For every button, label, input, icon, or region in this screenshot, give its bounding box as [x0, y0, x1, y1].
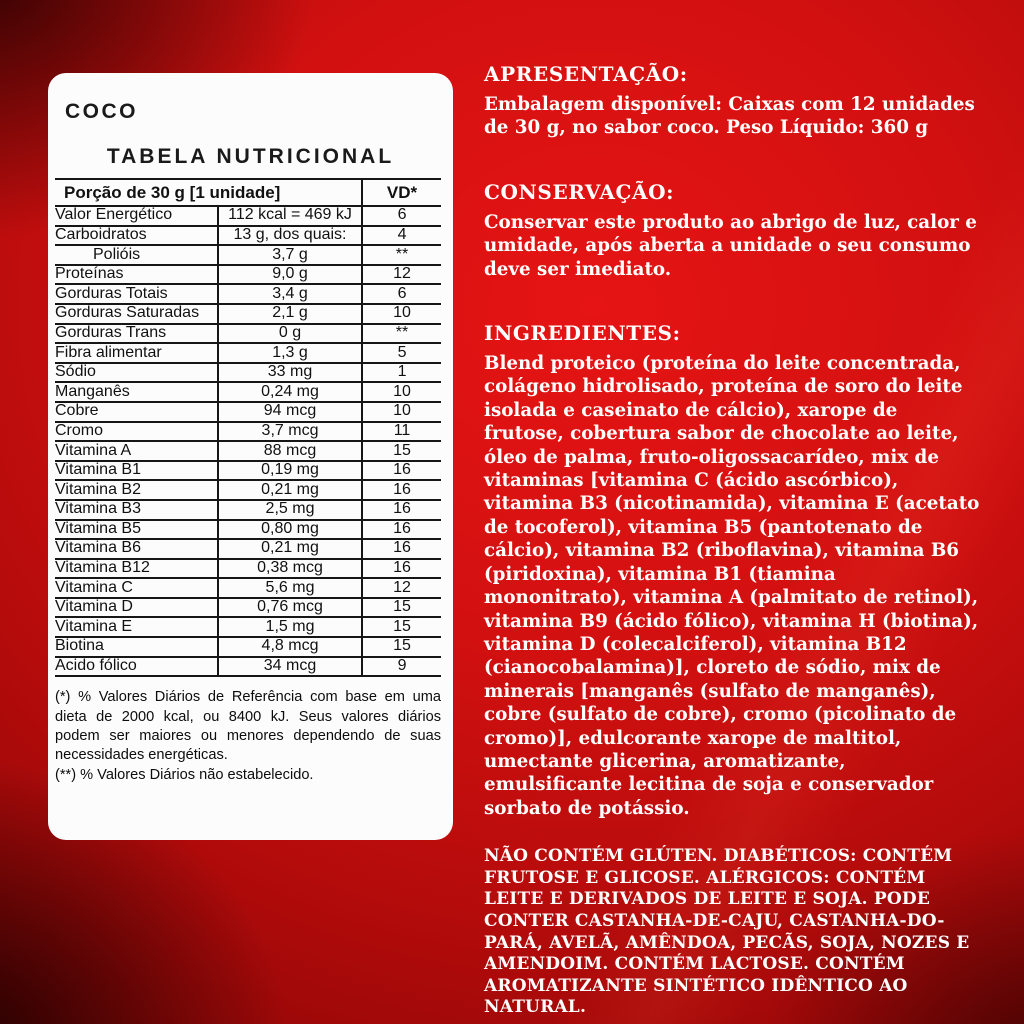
apresentacao-heading: APRESENTAÇÃO: — [484, 62, 688, 86]
table-row — [55, 226, 441, 246]
nutrient-vd-percent: 6 — [362, 206, 441, 226]
nutrient-vd-percent: 11 — [362, 422, 441, 442]
nutrient-vd-percent: 5 — [362, 343, 441, 363]
nutrient-vd-percent: 4 — [362, 226, 441, 246]
flavor-title: COCO — [65, 100, 138, 123]
nutrient-label: Cobre — [55, 402, 218, 422]
nutrient-value: 1,5 mg — [218, 617, 362, 637]
nutrient-value: 88 mcg — [218, 441, 362, 461]
nutrition-table-title: TABELA NUTRICIONAL — [106, 145, 395, 168]
nutrient-vd-percent: 10 — [362, 402, 441, 422]
nutrient-value: 94 mcg — [218, 402, 362, 422]
nutrient-value: 112 kcal = 469 kJ — [218, 206, 362, 226]
nutrient-label: Biotina — [55, 637, 218, 657]
nutrient-value: 0,76 mcg — [218, 598, 362, 618]
nutrient-label: Fibra alimentar — [55, 343, 218, 363]
nutrient-vd-percent: 16 — [362, 500, 441, 520]
table-row — [55, 637, 441, 657]
nutrient-value: 0,38 mcg — [218, 559, 362, 579]
nutrient-value: 13 g, dos quais: — [218, 226, 362, 246]
nutrient-vd-percent: 12 — [362, 578, 441, 598]
nutrient-value: 9,0 g — [218, 265, 362, 285]
nutrient-label: Proteínas — [55, 265, 218, 285]
nutrient-vd-percent: 15 — [362, 617, 441, 637]
nutrient-value: 0,19 mg — [218, 461, 362, 481]
nutrient-value: 2,1 g — [218, 304, 362, 324]
table-row — [55, 422, 441, 442]
nutrient-vd-percent: 15 — [362, 598, 441, 618]
nutrient-vd-percent: 16 — [362, 520, 441, 540]
nutrient-value: 0,21 mg — [218, 480, 362, 500]
table-row — [55, 617, 441, 637]
nutrient-vd-percent: 10 — [362, 382, 441, 402]
nutrient-value: 2,5 mg — [218, 500, 362, 520]
nutrient-value: 0,24 mg — [218, 382, 362, 402]
nutrient-label: Vitamina D — [55, 598, 218, 618]
footnote-line-2: (**) % Valores Diários não estabelecido. — [55, 766, 314, 783]
nutrient-value: 3,7 g — [218, 245, 362, 265]
section-ingredientes — [484, 321, 982, 820]
nutrient-label: Ácido fólico — [55, 657, 218, 677]
nutrient-vd-percent: 16 — [362, 461, 441, 481]
table-row — [55, 578, 441, 598]
table-row — [55, 598, 441, 618]
nutrition-table-body — [55, 179, 441, 676]
nutrient-label: Carboidratos — [55, 226, 218, 246]
table-row — [55, 265, 441, 285]
table-row — [55, 284, 441, 304]
nutrient-label: Vitamina B5 — [55, 520, 218, 540]
section-conservacao — [484, 180, 982, 281]
nutrient-label: Cromo — [55, 422, 218, 442]
table-row — [55, 304, 441, 324]
info-column — [484, 62, 982, 1019]
nutrient-vd-percent: 6 — [362, 284, 441, 304]
nutrient-value: 0 g — [218, 324, 362, 344]
table-row — [55, 657, 441, 677]
table-row — [55, 382, 441, 402]
conservacao-body: Conservar este produto ao abrigo de luz, calor e umidade, após aberta a unidade o seu consumo deve ser imediato. — [484, 211, 977, 280]
table-row — [55, 500, 441, 520]
nutrient-label: Vitamina B3 — [55, 500, 218, 520]
nutrient-vd-percent: 12 — [362, 265, 441, 285]
table-row — [55, 480, 441, 500]
table-row — [55, 363, 441, 383]
ingredientes-body: Blend proteico (proteína do leite concentrada, colágeno hidrolisado, proteína de soro do leite isolada e caseinato de cálcio), xarope de frutose, cobertura sabor de chocolate ao leite, óleo de palma, fruto-oligossacarídeo, mix de vitaminas [vitamina C (ácido ascórbico), vitamina B3 (nicotinamida), vitamina E (acetato de tocoferol), vitamina B5 (pantotenato de cálcio), vitamina B2 (riboflavina), vitamina B6 (piridoxina), vitamina B1 (tiamina mononitrato), vitamina A (palmitato de retinol), vitamina B9 (ácido fólico), vitamina H (biotina), vitamina D (colecalciferol), vitamina B12 (cianocobalamina)], cloreto de sódio, mix de minerais [manganês (sulfato de manganês), cobre (sulfato de cobre), cromo (picolinato de cromo)], edulcorante xarope de maltitol, umectante glicerina, aromatizante, emulsificante lecitina de soja e conservador sorbato de potássio. — [484, 353, 980, 819]
nutrient-vd-percent: 1 — [362, 363, 441, 383]
nutrient-label: Polióis — [55, 245, 218, 265]
apresentacao-body: Embalagem disponível: Caixas com 12 unidades de 30 g, no sabor coco. Peso Líquido: 360 g — [484, 94, 975, 139]
nutrient-label: Vitamina B6 — [55, 539, 218, 559]
vd-header: VD* — [362, 179, 441, 206]
nutrient-label: Vitamina C — [55, 578, 218, 598]
nutrition-table — [55, 178, 441, 677]
nutrient-value: 3,7 mcg — [218, 422, 362, 442]
nutrient-label: Vitamina B2 — [55, 480, 218, 500]
nutrient-label: Sódio — [55, 363, 218, 383]
nutrient-vd-percent: 15 — [362, 637, 441, 657]
conservacao-heading: CONSERVAÇÃO: — [484, 179, 675, 204]
table-row — [55, 539, 441, 559]
nutrient-label: Gorduras Saturadas — [55, 304, 218, 324]
allergen-notice: NÃO CONTÉM GLÚTEN. DIABÉTICOS: CONTÉM FRUTOSE E GLICOSE. ALÉRGICOS: CONTÉM LEITE E DERIVADOS DE LEITE E SOJA. PODE CONTER CASTANHA-DE-CAJU, CASTANHA-DO-PARÁ, AVELÃ, AMÊNDOA, PECÃS, SOJA, NOZES E AMENDOIM. CONTÉM LACTOSE. CONTÉM AROMATIZANTE SINTÉTICO IDÊNTICO AO NATURAL. — [484, 846, 970, 1018]
nutrient-value: 0,80 mg — [218, 520, 362, 540]
nutrient-label: Valor Energético — [55, 206, 218, 226]
table-row — [55, 206, 441, 226]
nutrient-vd-percent: 16 — [362, 559, 441, 579]
table-row — [55, 324, 441, 344]
table-row — [55, 245, 441, 265]
nutrient-value: 1,3 g — [218, 343, 362, 363]
nutrient-value: 0,21 mg — [218, 539, 362, 559]
nutrition-card — [48, 73, 453, 840]
table-row — [55, 343, 441, 363]
nutrient-vd-percent: 16 — [362, 539, 441, 559]
section-apresentacao — [484, 62, 982, 140]
table-row — [55, 559, 441, 579]
nutrient-vd-percent: 15 — [362, 441, 441, 461]
nutrient-label: Vitamina B12 — [55, 559, 218, 579]
daily-values-footnote — [55, 688, 441, 785]
nutrient-label: Gorduras Trans — [55, 324, 218, 344]
nutrient-label: Manganês — [55, 382, 218, 402]
nutrient-label: Vitamina A — [55, 441, 218, 461]
nutrient-vd-percent: ** — [362, 245, 441, 265]
nutrient-value: 4,8 mcg — [218, 637, 362, 657]
table-header-row — [55, 179, 441, 206]
nutrient-value: 33 mg — [218, 363, 362, 383]
ingredientes-heading: INGREDIENTES: — [484, 321, 681, 346]
nutrient-value: 3,4 g — [218, 284, 362, 304]
nutrient-label: Gorduras Totais — [55, 284, 218, 304]
nutrient-value: 34 mcg — [218, 657, 362, 677]
table-row — [55, 441, 441, 461]
portion-header: Porção de 30 g [1 unidade] — [55, 179, 362, 206]
nutrient-vd-percent: 16 — [362, 480, 441, 500]
footnote-line-1: (*) % Valores Diários de Referência com base em uma dieta de 2000 kcal, ou 8400 kJ. Seus valores diários podem ser maiores ou menores dependendo de suas necessidades energéticas. — [55, 689, 441, 764]
nutrient-vd-percent: 10 — [362, 304, 441, 324]
nutrient-label: Vitamina B1 — [55, 461, 218, 481]
nutrient-value: 5,6 mg — [218, 578, 362, 598]
nutrient-label: Vitamina E — [55, 617, 218, 637]
table-row — [55, 520, 441, 540]
nutrient-vd-percent: 9 — [362, 657, 441, 677]
nutrient-vd-percent: ** — [362, 324, 441, 344]
table-row — [55, 402, 441, 422]
table-row — [55, 461, 441, 481]
